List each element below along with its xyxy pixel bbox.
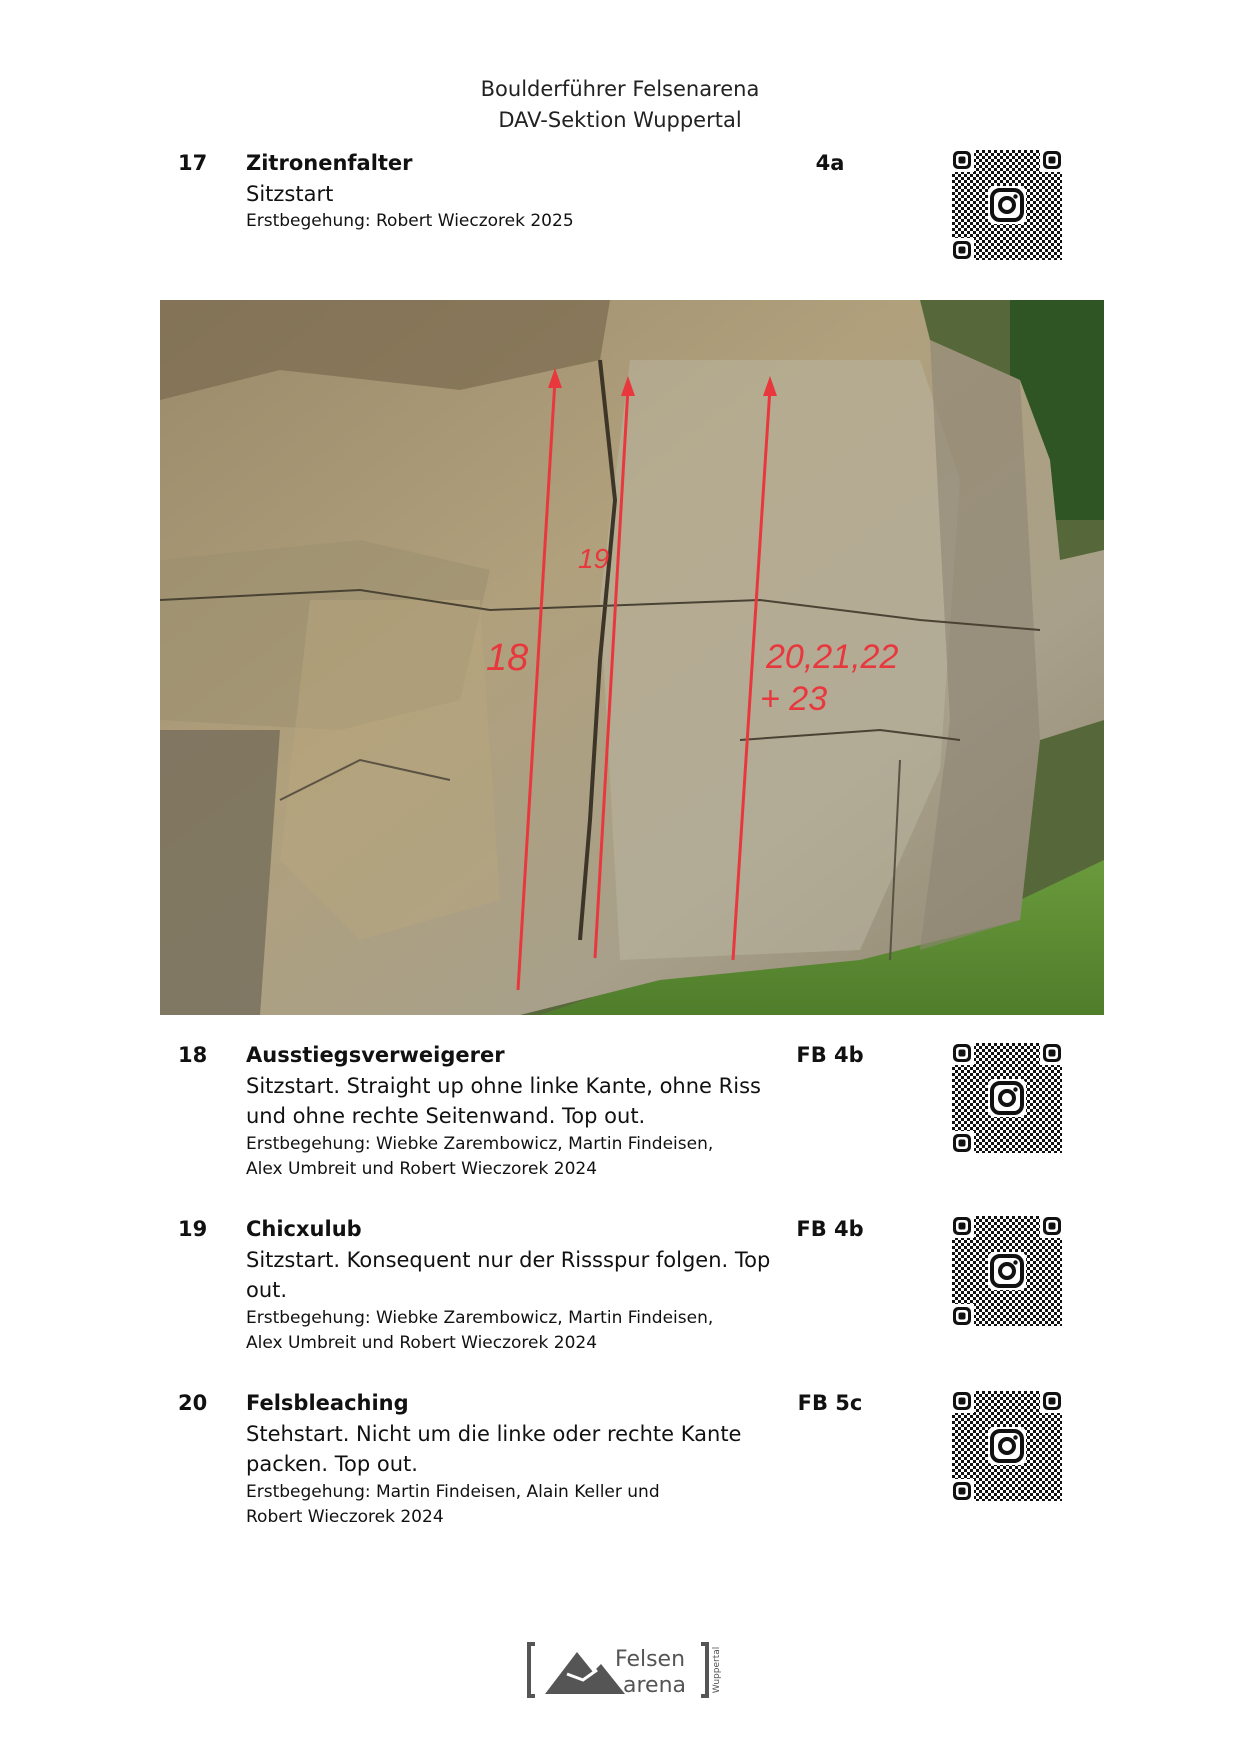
boulder-topo-photo [160,300,1104,1015]
route-number: 18 [178,1043,208,1067]
topo-label-20-22: 20,21,22 [766,638,899,676]
route-number: 17 [178,151,208,175]
route-first-ascent [246,1306,786,1356]
document-header [0,74,1240,136]
route-description: Sitzstart. Konsequent nur der Rissspur folgen. Top out. [246,1248,771,1302]
route-name: Zitronenfalter [246,151,413,175]
first-ascent-line: Robert Wieczorek 2024 [246,1507,444,1527]
bracket-right [701,1644,707,1696]
route-first-ascent [246,1132,786,1182]
first-ascent-line: Alex Umbreit und Robert Wieczorek 2024 [246,1159,598,1179]
instagram-qr-code-icon[interactable] [952,1043,1062,1153]
route-description: Stehstart. Nicht um die linke oder rechte Kante packen. Top out. [246,1422,742,1476]
felsenarena-logo [527,1640,727,1700]
route-description: Sitzstart. Straight up ohne linke Kante, ohne Riss und ohne rechte Seitenwand. Top out. [246,1074,761,1128]
route-first-ascent: Erstbegehung: Robert Wieczorek 2025 [246,211,574,231]
instagram-qr-code-icon[interactable] [952,150,1062,260]
first-ascent-line: Erstbegehung: Wiebke Zarembowicz, Martin Findeisen, [246,1308,714,1328]
route-name: Felsbleaching [246,1391,409,1415]
first-ascent-line: Erstbegehung: Wiebke Zarembowicz, Martin Findeisen, [246,1134,714,1154]
logo-word-arena: arena [623,1673,687,1698]
route-grade: 4a [815,151,845,175]
first-ascent-line: Erstbegehung: Martin Findeisen, Alain Keller und [246,1482,660,1502]
route-description: Sitzstart [246,182,334,206]
logo-word-felsen: Felsen [615,1647,686,1672]
route-name: Ausstiegsverweigerer [246,1043,505,1067]
route-first-ascent [246,1480,786,1530]
topo-label-19: 19 [578,543,610,574]
topo-label-18: 18 [486,637,529,679]
route-number: 19 [178,1217,208,1241]
bracket-left [529,1644,535,1696]
mountain-icon [545,1652,625,1694]
section-name: DAV-Sektion Wuppertal [498,108,742,132]
instagram-qr-code-icon[interactable] [952,1391,1062,1501]
route-number: 20 [178,1391,208,1415]
logo-word-wuppertal: Wuppertal [712,1646,722,1694]
route-name: Chicxulub [246,1217,362,1241]
topo-label-23: + 23 [760,680,828,718]
guide-title: Boulderführer Felsenarena [480,77,760,101]
instagram-qr-code-icon[interactable] [952,1216,1062,1326]
first-ascent-line: Alex Umbreit und Robert Wieczorek 2024 [246,1333,598,1353]
route-grade: FB 4b [796,1217,864,1241]
route-grade: FB 4b [796,1043,864,1067]
route-grade: FB 5c [797,1391,863,1415]
